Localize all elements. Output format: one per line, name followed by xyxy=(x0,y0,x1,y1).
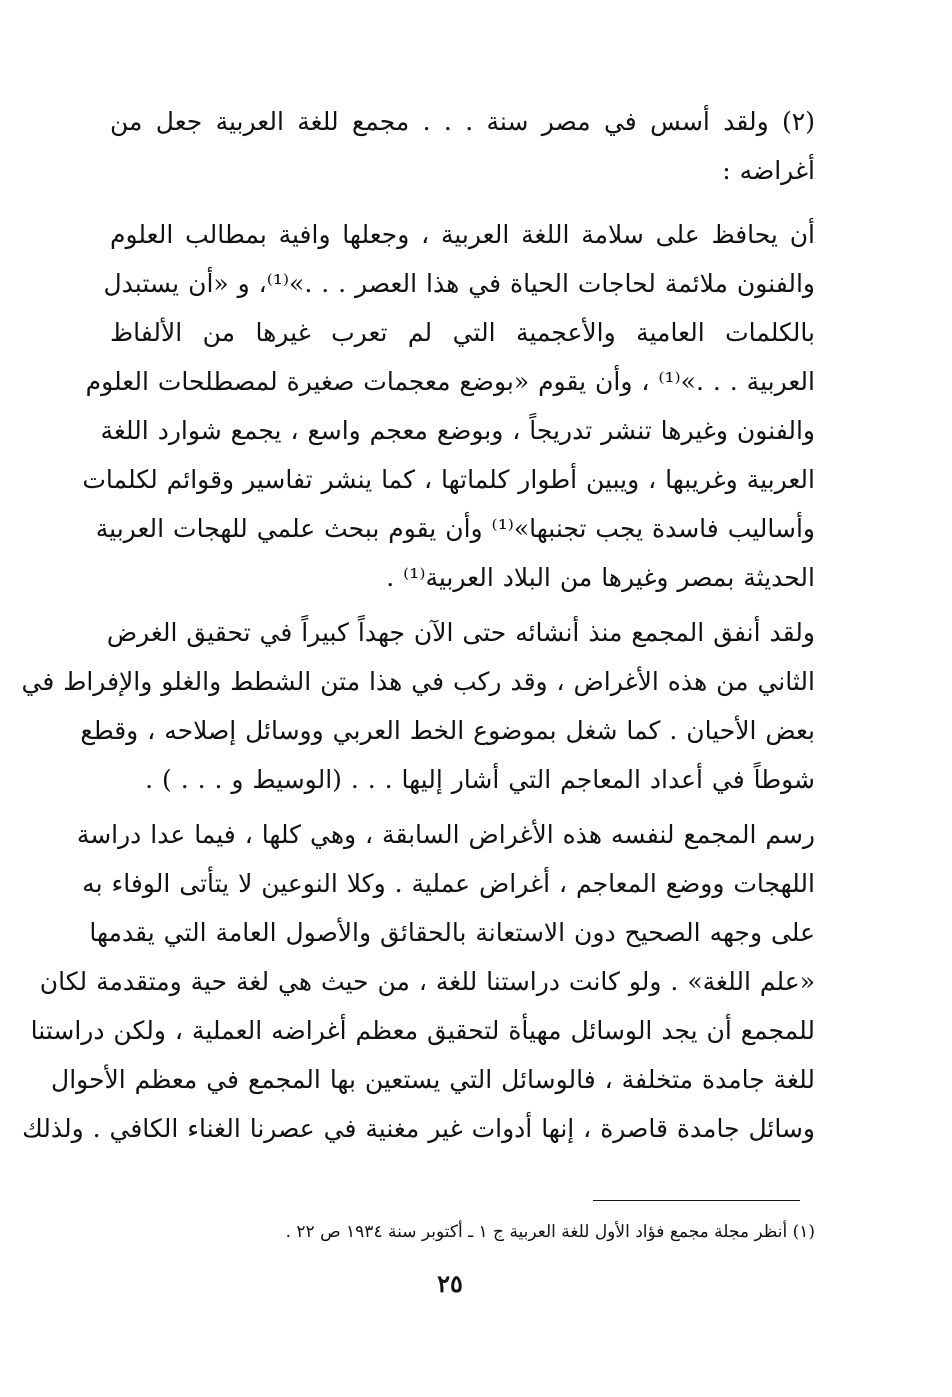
paragraph-efforts xyxy=(21,608,815,804)
paragraph-line: على وجهه الصحيح دون الاستعانة بالحقائق والأصول العامة التي يقدمها xyxy=(89,918,815,947)
paragraph-line: الثاني من هذه الأغراض ، وقد ركب في هذا متن الشطط والغلو والإفراط في xyxy=(21,667,815,696)
footnote-divider xyxy=(593,1200,800,1201)
paragraph-line: العربية وغريبها ، ويبين أطوار كلماتها ، كما ينشر تفاسير وقوائم لكلمات xyxy=(82,465,815,494)
paragraph-line: والفنون ملائمة لحاجات الحياة في هذا العصر . . .»⁽¹⁾، و «أن يستبدل xyxy=(103,269,815,298)
page-number: ٢٥ xyxy=(437,1269,463,1298)
paragraph-line: شوطاً في أعداد المعاجم التي أشار إليها . . . (الوسيط و . . . ) . xyxy=(145,765,815,794)
paragraph-line: اللهجات ووضع المعاجم ، أغراض عملية . وكلا النوعين لا يتأتى الوفاء به xyxy=(82,869,815,898)
paragraph-line: الحديثة بمصر وغيرها من البلاد العربية⁽¹⁾ . xyxy=(386,563,815,592)
heading-line: أغراضه : xyxy=(722,156,815,185)
paragraph-line: بالكلمات العامية والأعجمية التي لم تعرب غيرها من الألفاظ xyxy=(110,318,815,347)
paragraph-line: وسائل جامدة قاصرة ، إنها أدوات غير مغنية في عصرنا الغناء الكافي . ولذلك xyxy=(22,1114,815,1143)
paragraph-line: بعض الأحيان . كما شغل بموضوع الخط العربي ووسائل إصلاحه ، وقطع xyxy=(80,716,815,745)
paragraph-objectives xyxy=(82,210,815,602)
paragraph-line: للغة جامدة متخلفة ، فالوسائل التي يستعين بها المجمع في معظم الأحوال xyxy=(51,1065,815,1094)
paragraph-line: ولقد أنفق المجمع منذ أنشائه حتى الآن جهداً كبيراً في تحقيق الغرض xyxy=(106,618,815,647)
paragraph-line: رسم المجمع لنفسه هذه الأغراض السابقة ، وهي كلها ، فيما عدا دراسة xyxy=(76,820,815,849)
paragraph-line: وأساليب فاسدة يجب تجنبها»⁽¹⁾ وأن يقوم ببحث علمي للهجات العربية xyxy=(95,514,815,543)
paragraph-line: للمجمع أن يجد الوسائل مهيأة لتحقيق معظم أغراضه العملية ، ولكن دراستنا xyxy=(30,1016,815,1045)
paragraph-line: العربية . . .»⁽¹⁾ ، وأن يقوم «بوضع معجمات صغيرة لمصطلحات العلوم xyxy=(85,367,815,396)
heading-line: (٢) ولقد أسس في مصر سنة . . . مجمع للغة العربية جعل من xyxy=(110,107,815,136)
paragraph-line: أن يحافظ على سلامة اللغة العربية ، وجعلها وافية بمطالب العلوم xyxy=(110,220,815,249)
paragraph-line: «علم اللغة» . ولو كانت دراستنا للغة ، من حيث هي لغة حية ومتقدمة لكان xyxy=(39,967,815,996)
section-heading xyxy=(110,97,815,195)
paragraph-methods xyxy=(22,810,815,1153)
footnote: (١) أنظر مجلة مجمع فؤاد الأول للغة العربية ج ١ ـ أكتوبر سنة ١٩٣٤ ص ٢٢ . xyxy=(285,1222,815,1242)
paragraph-line: والفنون وغيرها تنشر تدريجاً ، وبوضع معجم واسع ، يجمع شوارد اللغة xyxy=(100,416,815,445)
